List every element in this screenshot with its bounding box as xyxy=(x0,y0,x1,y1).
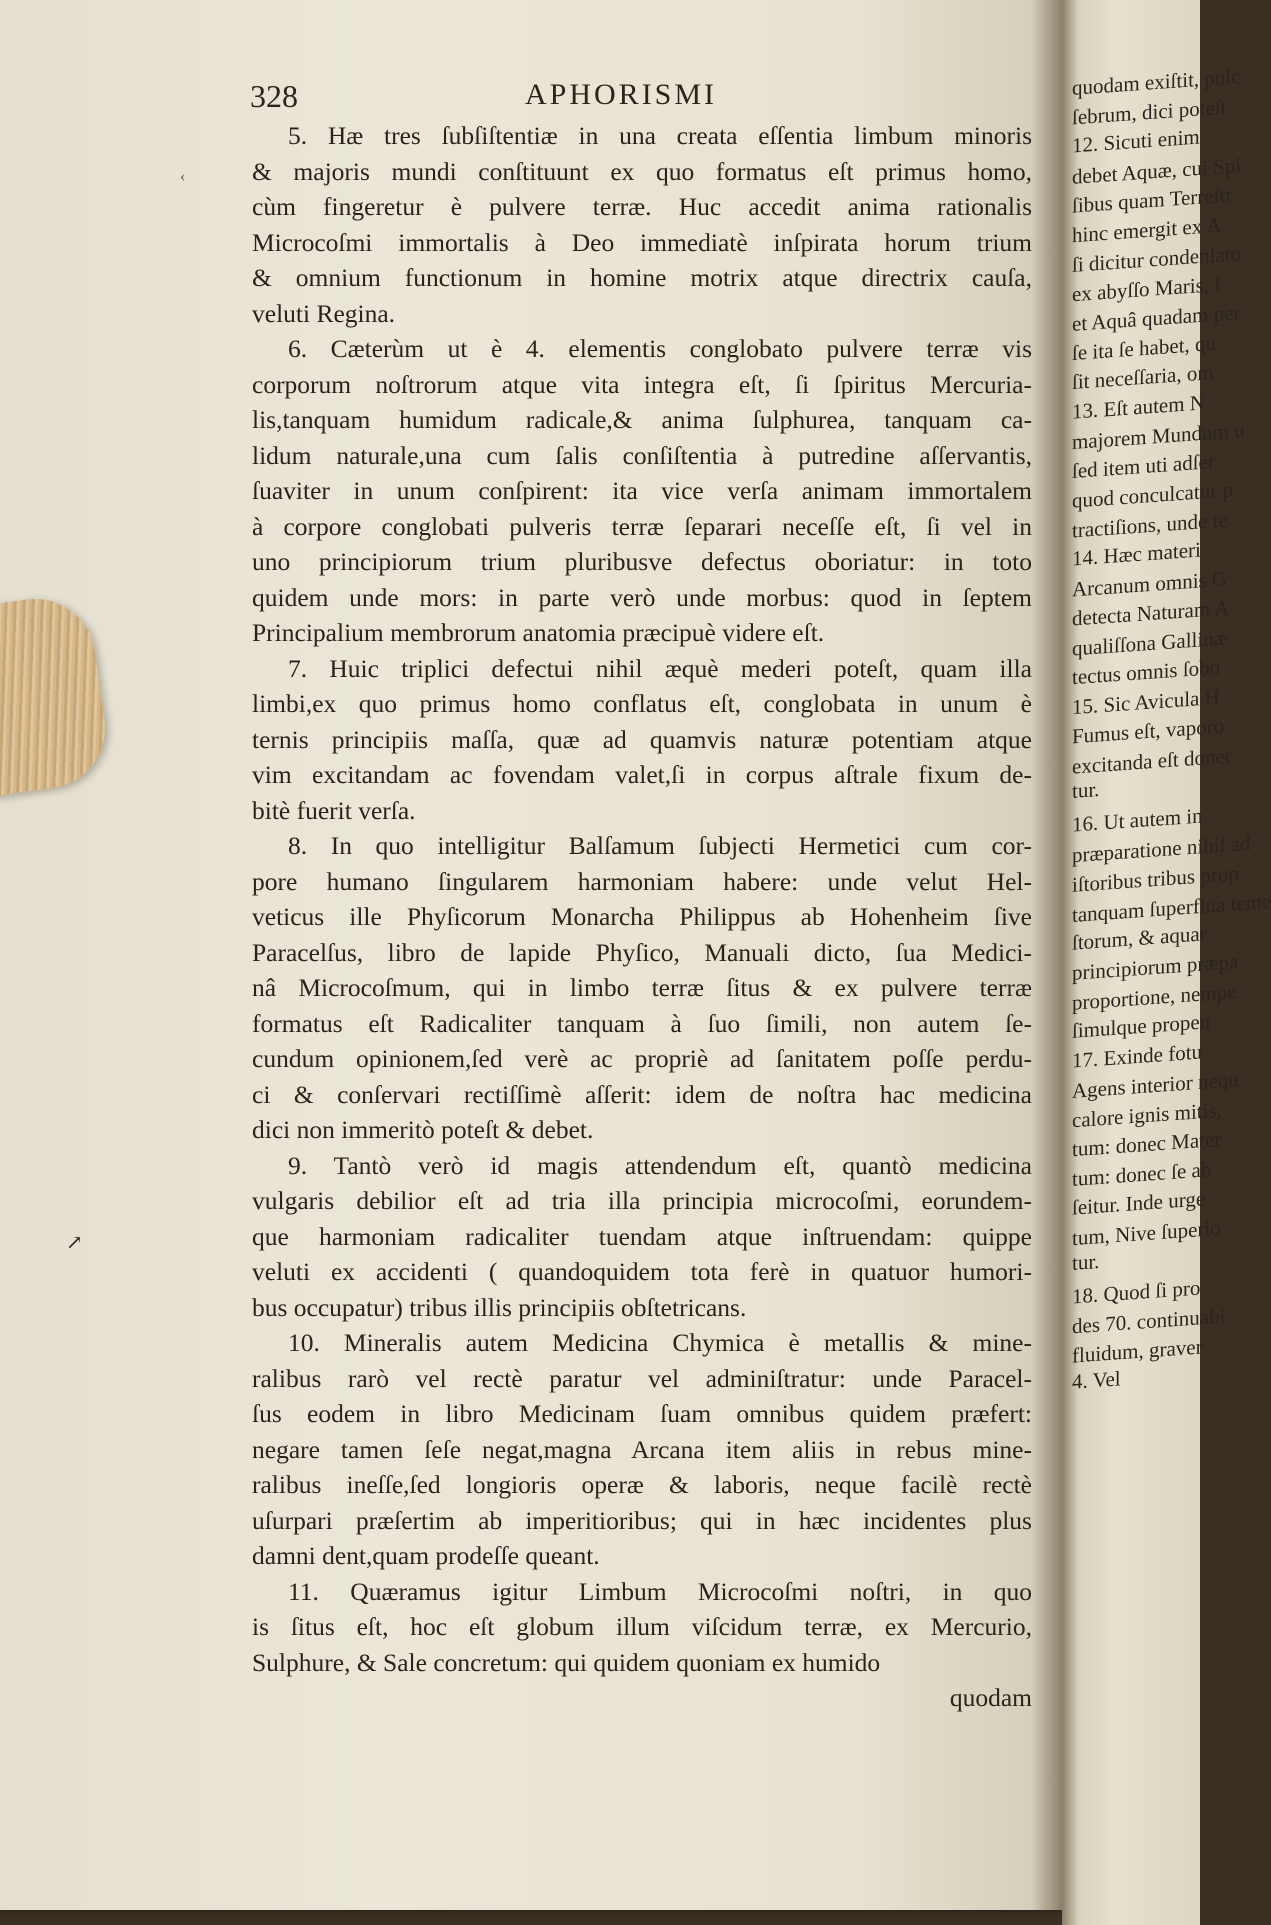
text-line: & majoris mundi conſtituunt ex quo formatus eſt primus homo, xyxy=(252,156,1032,186)
facing-page-line: Arcanum omnis G xyxy=(1072,566,1228,601)
text-line: à corpore conglobati pulveris terræ ſeparari neceſſe eſt, ſi vel in xyxy=(252,511,1032,541)
facing-page-line: 18. Quod ſi pro xyxy=(1072,1275,1201,1308)
facing-page-line: majorem Mundum u xyxy=(1072,417,1245,455)
paragraph xyxy=(252,331,1032,651)
text-line: is ſitus eſt, hoc eſt globum illum viſcidum terræ, ex Mercurio, xyxy=(252,1612,1032,1641)
facing-page-line: ſi dicitur condenſato xyxy=(1072,241,1242,277)
facing-page-line: ex abyſſo Maris, f xyxy=(1072,271,1222,306)
text-line: cundum opinionem,ſed verè ac propriè ad ſanitatem poſſe perdu- xyxy=(252,1044,1032,1073)
facing-page-line: hinc emergit ex A xyxy=(1072,212,1222,247)
facing-page-line: des 70. continuabi xyxy=(1072,1303,1226,1339)
paragraph xyxy=(252,828,1032,1148)
text-line: veluti Regina. xyxy=(252,298,396,328)
facing-page-line: tectus omnis ſobo xyxy=(1072,654,1221,690)
text-line: 8. In quo intelligitur Balſamum ſubjecti Hermetici cum cor- xyxy=(288,831,1032,860)
facing-page-line: tanquam ſuperflua teme xyxy=(1072,889,1271,927)
brush-bristles xyxy=(0,591,113,799)
facing-page-line: 15. Sic Avicula H xyxy=(1072,684,1220,719)
facing-page-line: detecta Naturam A xyxy=(1072,595,1230,631)
facing-page-line: ſtorum, & aquar xyxy=(1072,920,1207,955)
facing-page-line: tractiſions, unde te xyxy=(1072,507,1228,542)
facing-page-line: Agens interior nequ xyxy=(1072,1067,1239,1103)
text-line: Principalium membrorum anatomia præcipuè videre eſt. xyxy=(252,618,825,647)
facing-page-line: 12. Sicuti enim xyxy=(1072,124,1200,158)
paragraph xyxy=(252,1325,1032,1574)
text-line: uſurpari præſertim ab imperitioribus; qui in hæc incidentes plus xyxy=(252,1505,1032,1535)
facing-page-line: 16. Ut autem in xyxy=(1072,802,1203,837)
text-line: damni dent,quam prodeſſe queant. xyxy=(252,1541,600,1570)
paragraph xyxy=(252,1574,1032,1681)
facing-page-line: Fumus eſt, vaporo xyxy=(1072,713,1225,749)
text-line: Paracelſus, libro de lapide Phyſico, Manuali dicto, ſua Medici- xyxy=(252,937,1032,967)
facing-page-line: tur. xyxy=(1072,777,1100,803)
text-line: 6. Cæterùm ut è 4. elementis conglobato pulvere terræ vis xyxy=(288,334,1032,363)
text-line: que harmoniam radicaliter tuendam atque inſtruendam: quippe xyxy=(252,1221,1032,1251)
facing-page-line: ſit neceſſaria, om xyxy=(1072,360,1214,394)
running-head: APHORISMI xyxy=(525,78,718,111)
text-line: 5. Hæ tres ſubſiſtentiæ in una creata eſſentia limbum minoris xyxy=(288,121,1032,150)
facing-page-line: qualiſſona Gallinæ xyxy=(1072,625,1228,660)
facing-page-line: tum: donec Mater xyxy=(1072,1126,1222,1162)
text-line: vim excitandam ac fovendam valet,ſi in corpus aſtrale fixum de- xyxy=(252,760,1032,789)
facing-page-line: proportione, nempe xyxy=(1072,978,1237,1015)
text-line: 7. Huic triplici defectui nihil æquè mederi poteſt, quam illa xyxy=(288,653,1032,683)
text-line: 11. Quæramus igitur Limbum Microcoſmi noſtri, in quo xyxy=(288,1576,1032,1606)
catchword: quodam xyxy=(949,1683,1032,1712)
text-line: 9. Tantò verò id magis attendendum eſt, quantò medicina xyxy=(288,1150,1032,1180)
text-line: negare tamen ſeſe negat,magna Arcana item aliis in rebus mine- xyxy=(252,1434,1032,1464)
facing-page-line: ſed item uti adſer xyxy=(1072,448,1215,483)
text-line: nâ Microcoſmum, qui in limbo terræ ſitus & ex pulvere terræ xyxy=(252,973,1032,1002)
facing-page-line: 13. Eſt autem N xyxy=(1072,389,1205,424)
facing-page-line: præparatione nihil ad xyxy=(1072,830,1251,868)
facing-page-line: 14. Hæc materi xyxy=(1072,537,1201,571)
text-line: quidem unde mors: in parte verò unde morbus: quod in ſeptem xyxy=(252,582,1032,612)
text-line: ralibus rarò vel rectè paratur vel adminiſtratur: unde Paracel- xyxy=(252,1363,1032,1393)
text-line: corporum noſtrorum atque vita integra eſt, ſi ſpiritus Mercuria- xyxy=(252,369,1032,399)
page-header xyxy=(250,78,1040,118)
text-line: lis,tanquam humidum radicale,& anima ſulphurea, tanquam ca- xyxy=(252,405,1032,434)
text-line: pore humano ſingularem harmoniam habere: unde velut Hel- xyxy=(252,866,1032,896)
text-line: ci & conſervari rectiſſimè aſſerit: idem de noſtra hac medicina xyxy=(252,1079,1032,1109)
facing-page-line: calore ignis mitis, xyxy=(1072,1097,1222,1132)
facing-page-line: iſtoribus tribus prop xyxy=(1072,860,1239,897)
facing-page-line: principiorum præpa xyxy=(1072,949,1239,985)
text-line: bus occupatur) tribus illis principiis obſtetricans. xyxy=(252,1292,747,1322)
facing-page-line: 4. Vel xyxy=(1072,1366,1121,1394)
text-line: dici non immeritò poteſt & debet. xyxy=(252,1115,594,1144)
facing-page-line: tum: donec ſe ab xyxy=(1072,1156,1212,1191)
text-line: ſus eodem in libro Medicinam ſuam omnibus quidem præfert: xyxy=(252,1399,1032,1428)
facing-page-line: ſebrum, dici poteſt xyxy=(1072,94,1227,129)
facing-page-line: excitanda eſt donec xyxy=(1072,742,1235,779)
paragraph xyxy=(252,1148,1032,1326)
text-line: ralibus ineſſe,ſed longioris operæ & laboris, neque facilè rectè xyxy=(252,1470,1032,1499)
text-line: formatus eſt Radicaliter tanquam à ſuo ſimili, non autem ſe- xyxy=(252,1008,1032,1038)
facing-page xyxy=(1062,0,1271,1925)
facing-page-line: ſimulque propen xyxy=(1072,1009,1211,1043)
facing-page-line: ſibus quam Terreſtr xyxy=(1072,182,1233,218)
facing-page-line: quod conculcatur p xyxy=(1072,477,1233,513)
page-number: 328 xyxy=(250,78,298,114)
text-line: limbi,ex quo primus homo conflatus eſt, conglobata in unum è xyxy=(252,689,1032,718)
facing-page-line: ſeitur. Inde urge xyxy=(1072,1186,1206,1220)
paragraph xyxy=(252,118,1032,331)
text-line: veticus ille Phyſicorum Monarcha Philippus ab Hohenheim ſive xyxy=(252,902,1032,931)
text-line: ternis principiis maſſa, quæ ad quamvis naturæ potentiam atque xyxy=(252,724,1032,754)
text-line: Sulphure, & Sale concretum: qui quidem quoniam ex humido xyxy=(252,1647,881,1677)
facing-page-line: 17. Exinde fotu xyxy=(1072,1038,1203,1073)
text-line: cùm fingeretur è pulvere terræ. Huc accedit anima rationalis xyxy=(252,192,1032,221)
text-line: 10. Mineralis autem Medicina Chymica è metallis & mine- xyxy=(288,1328,1032,1357)
margin-mark: ↗ xyxy=(66,1232,83,1254)
margin-mark: ‹ xyxy=(180,168,186,185)
text-line: Microcoſmi immortalis à Deo immediatè inſpirata horum trium xyxy=(252,227,1032,257)
text-line: lidum naturale,una cum ſalis conſiſtentia à putredine aſſervantis, xyxy=(252,440,1032,470)
text-line: & omnium functionum in homine motrix atque directrix cauſa, xyxy=(252,263,1032,292)
facing-page-line: fluidum, graver xyxy=(1072,1333,1203,1368)
paragraph xyxy=(252,651,1032,829)
text-line: uno principiorum trium pluribusve defectus oboriatur: in toto xyxy=(252,547,1032,576)
facing-page-line: ſe ita ſe habet, qu xyxy=(1072,330,1217,365)
facing-page-line: quodam exiſtit, pulc xyxy=(1072,64,1241,100)
body-text xyxy=(252,118,1032,1716)
text-line: ſuaviter in unum conſpirent: ita vice verſa animam immortalem xyxy=(252,476,1032,505)
facing-page-line: debet Aquæ, cui Spi xyxy=(1072,152,1242,189)
facing-page-line: tur. xyxy=(1072,1249,1100,1275)
facing-page-line: tum, Nive ſuperio xyxy=(1072,1215,1221,1250)
text-line: veluti ex accidenti ( quandoquidem tota ferè in quatuor humori- xyxy=(252,1257,1032,1286)
text-line: bitè fuerit verſa. xyxy=(252,795,416,825)
facing-page-line: et Aquâ quadam per xyxy=(1072,300,1241,336)
text-line: vulgaris debilior eſt ad tria illa principia microcoſmi, eorundem- xyxy=(252,1186,1032,1215)
